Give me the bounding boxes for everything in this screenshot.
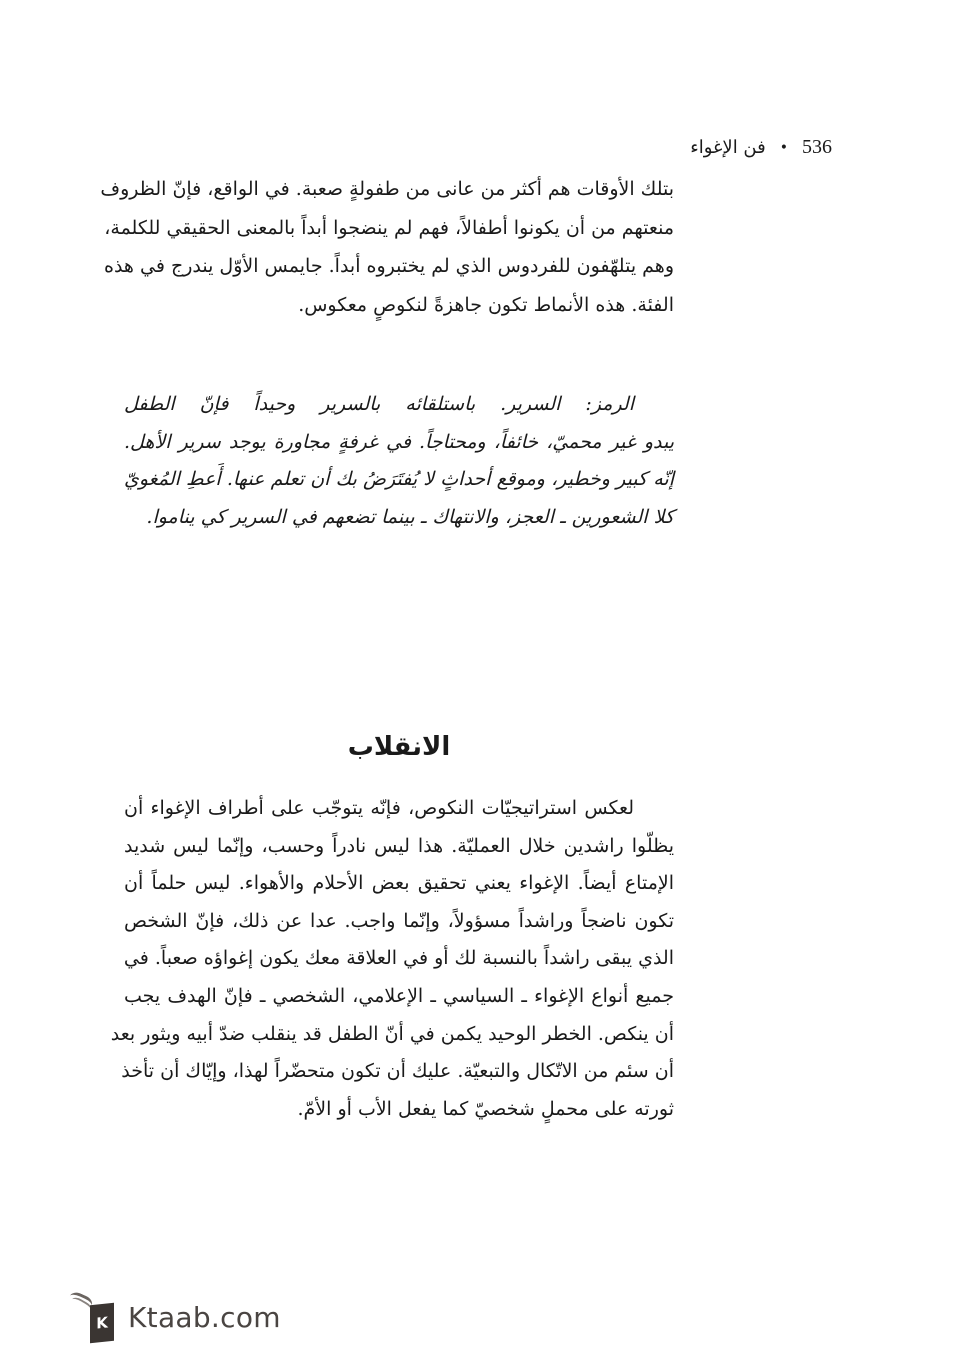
logo-letter: K [90,1303,114,1344]
text-line: وهم يتلهّفون للفردوس الذي لم يختبروه أبداً. جايمس الأوّل يندرج في هذه [104,255,674,277]
running-header [600,136,832,159]
section-heading: الانقلاب [347,732,451,762]
text-line: جميع أنواع الإغواء ـ السياسي ـ الإعلامي، الشخصي ـ فإنّ الهدف يجب [124,984,674,1007]
header-separator: • [779,139,788,156]
quote-line: إنّه كبير وخطير، وموقع أحداثٍ لا يُفتَرَضُ بك أن تعلم عنها. أَعطِ المُغويّ [124,468,674,490]
text-line: تكون ناضجاً وراشداً مسؤولاً، وإنّما واجب. عدا عن ذلك، فإنّ الشخص [124,909,674,932]
text-line: منعتهم من أن يكونوا أطفالاً، فهم لم ينضجوا أبداً بالمعنى الحقيقي للكلمة، [104,216,674,239]
quote-line: كلا الشعورين ـ العجز، والانتهاك ـ بينما تضعهم في السرير كي يناموا. [146,505,674,528]
text-line: الفئة. هذه الأنماط تكون جاهزةً لنكوصٍ معكوس. [298,293,674,316]
quote-line: يبدو غير محميّ، خائفاً، ومحتاجاً. في غرفةٍ مجاورة يوجد سرير الأهل. [124,430,674,453]
symbol-quote [124,386,674,536]
quote-line: الرمز: السرير. باستلقائه بالسرير وحيداً فإنّ الطفل [124,393,634,415]
text-line: أن سئم من الاتّكال والتبعيّة. عليك أن تكون متحضّراً لهذا، وإيّاك أن تأخذ [121,1060,674,1083]
paragraph-2 [110,790,674,1128]
text-line: الإمتاع أيضاً. الإغواء يعني تحقيق بعض الأحلام والأهواء. ليس حلماً أن [124,872,674,895]
book-title: فن الإغواء [690,137,766,158]
paragraph-1 [100,170,674,324]
page-number: 536 [802,136,832,158]
text-line: ثورته على محملٍ شخصيّ كما يفعل الأب أو الأمّ. [297,1097,674,1120]
text-line: يظلّوا راشدين خلال العمليّة. هذا ليس نادراً وحسب، وإنّما ليس شديد [124,834,674,857]
text-line: الذي يبقى راشداً بالنسبة لك أو في العلاقة معك يكون إغواؤه صعباً. في [123,947,674,970]
text-line: أن ينكص. الخطر الوحيد يكمن في أنّ الطفل قد ينقلب ضدّ أبيه ويثور بعد [110,1022,674,1045]
text-line: بتلك الأوقات هم أكثر من عانى من طفولةٍ صعبة. في الواقع، فإنّ الظروف [100,178,674,200]
book-logo-icon [66,1292,116,1342]
text-line: لعكس استراتيجيّات النكوص، فإنّه يتوجّب على أطراف الإغواء أن [124,797,634,819]
ktaab-watermark [66,1292,281,1342]
site-name: Ktaab.com [128,1300,281,1334]
